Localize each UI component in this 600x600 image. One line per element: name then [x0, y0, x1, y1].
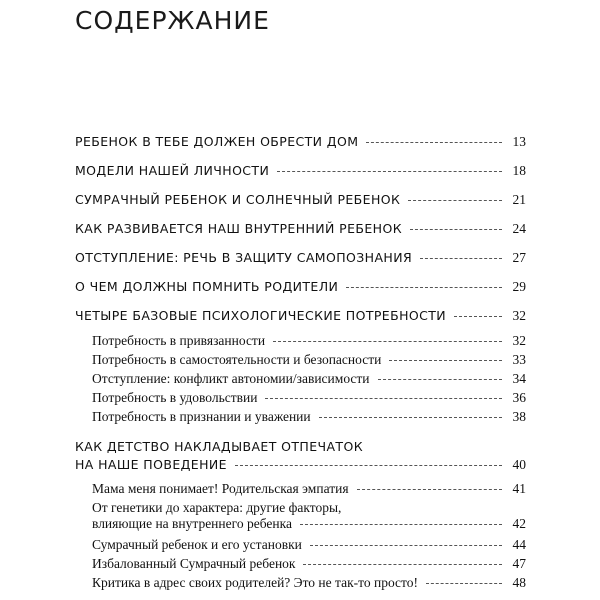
- toc-subentry-page: 48: [512, 575, 526, 590]
- dot-leader: [420, 258, 502, 259]
- toc-subentry-label: Потребность в признании и уважении: [92, 409, 311, 424]
- toc-subentry-label-line1: От генетики до характера: другие факторы,: [92, 500, 342, 515]
- toc-subentry[interactable]: [92, 409, 526, 425]
- toc-subentry-page: 47: [512, 556, 526, 571]
- toc-subentry[interactable]: [92, 333, 526, 349]
- toc-subentry-label: Сумрачный ребенок и его установки: [92, 537, 302, 552]
- toc-entry[interactable]: [75, 192, 526, 208]
- toc-subentry-page: 33: [512, 352, 526, 367]
- dot-leader: [378, 379, 502, 380]
- toc-subentry-page: 41: [512, 481, 526, 496]
- dot-leader: [265, 398, 502, 399]
- toc-entry-label: НА НАШЕ ПОВЕДЕНИЕ: [75, 457, 227, 472]
- toc-subentry[interactable]: [92, 537, 526, 553]
- dot-leader: [357, 489, 502, 490]
- toc-entry-label: МОДЕЛИ НАШЕЙ ЛИЧНОСТИ: [75, 163, 270, 178]
- dot-leader: [389, 360, 502, 361]
- toc-entry-label: СУМРАЧНЫЙ РЕБЕНОК И СОЛНЕЧНЫЙ РЕБЕНОК: [75, 192, 401, 207]
- toc-entry[interactable]: [75, 134, 526, 150]
- dot-leader: [303, 564, 502, 565]
- dot-leader: [410, 229, 502, 230]
- toc-subentry-page: 36: [512, 390, 526, 405]
- dot-leader: [366, 142, 502, 143]
- dot-leader: [346, 287, 502, 288]
- page-title: СОДЕРЖАНИЕ: [75, 6, 270, 35]
- dot-leader: [277, 171, 502, 172]
- toc-entry-label: РЕБЕНОК В ТЕБЕ ДОЛЖЕН ОБРЕСТИ ДОМ: [75, 134, 359, 149]
- toc-entry[interactable]: [75, 279, 526, 295]
- toc-subentry-page: 42: [512, 516, 526, 531]
- toc-entry[interactable]: [75, 308, 526, 324]
- toc-entry-page: 40: [512, 457, 526, 472]
- toc-entry-label: О ЧЕМ ДОЛЖНЫ ПОМНИТЬ РОДИТЕЛИ: [75, 279, 339, 294]
- dot-leader: [300, 524, 502, 525]
- toc-entry-page: 13: [512, 134, 526, 149]
- toc-subentry-label: Мама меня понимает! Родительская эмпатия: [92, 481, 349, 496]
- toc-subentry-label: Критика в адрес своих родителей? Это не так-то просто!: [92, 575, 418, 590]
- toc-subentry[interactable]: [92, 481, 526, 497]
- dot-leader: [235, 465, 502, 466]
- toc-subentry[interactable]: [92, 352, 526, 368]
- dot-leader: [408, 200, 502, 201]
- toc-entry-page: 21: [512, 192, 526, 207]
- toc-subentry-label: Потребность в удовольствии: [92, 390, 258, 405]
- toc-subentry-label: Избалованный Сумрачный ребенок: [92, 556, 296, 571]
- toc-subentry[interactable]: [92, 575, 526, 591]
- toc-subentry[interactable]: [92, 516, 526, 532]
- toc-entry[interactable]: [75, 457, 526, 473]
- toc-subentry[interactable]: [92, 390, 526, 406]
- toc-entry-page: 24: [512, 221, 526, 236]
- dot-leader: [319, 417, 502, 418]
- toc-entry-label: КАК РАЗВИВАЕТСЯ НАШ ВНУТРЕННИЙ РЕБЕНОК: [75, 221, 402, 236]
- toc-entry-page: 29: [512, 279, 526, 294]
- toc-entry[interactable]: [75, 163, 526, 179]
- toc-subentry-page: 38: [512, 409, 526, 424]
- toc-entry[interactable]: [75, 221, 526, 237]
- toc-entry[interactable]: [75, 250, 526, 266]
- dot-leader: [426, 583, 502, 584]
- toc-entry-label-line1: КАК ДЕТСТВО НАКЛАДЫВАЕТ ОТПЕЧАТОК: [75, 439, 363, 454]
- dot-leader: [273, 341, 502, 342]
- toc-entry-page: 18: [512, 163, 526, 178]
- toc-entry-page: 27: [512, 250, 526, 265]
- toc-subentry-label: Потребность в привязанности: [92, 333, 266, 348]
- toc-subentry-page: 34: [512, 371, 526, 386]
- dot-leader: [454, 316, 502, 317]
- toc-subentry-page: 32: [512, 333, 526, 348]
- dot-leader: [310, 545, 502, 546]
- toc-subentry-label: Потребность в самостоятельности и безопасности: [92, 352, 382, 367]
- toc-subentry-page: 44: [512, 537, 526, 552]
- toc-entry-label: ОТСТУПЛЕНИЕ: РЕЧЬ В ЗАЩИТУ САМОПОЗНАНИЯ: [75, 250, 413, 265]
- toc-subentry-label: Отступление: конфликт автономии/зависимости: [92, 371, 370, 386]
- toc-subentry[interactable]: [92, 556, 526, 572]
- toc-subentry-label: влияющие на внутреннего ребенка: [92, 516, 292, 531]
- toc-subentry[interactable]: [92, 371, 526, 387]
- toc-entry-page: 32: [512, 308, 526, 323]
- toc-entry-label: ЧЕТЫРЕ БАЗОВЫЕ ПСИХОЛОГИЧЕСКИЕ ПОТРЕБНОСТИ: [75, 308, 447, 323]
